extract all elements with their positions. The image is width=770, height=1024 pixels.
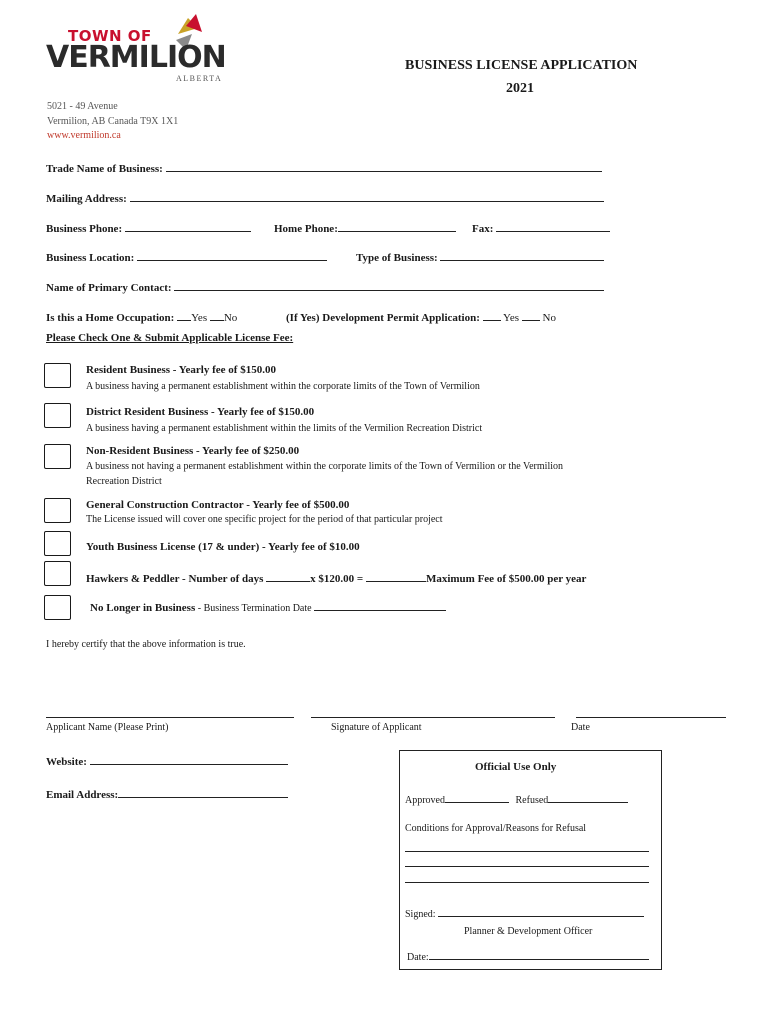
hawkers-peddler-title: Hawkers & Peddler - Number of days	[86, 573, 264, 585]
home-occupation-label: Is this a Home Occupation:	[46, 312, 175, 324]
hawkers-total-input[interactable]	[366, 571, 426, 582]
district-resident-checkbox[interactable]	[44, 403, 71, 428]
website-row	[46, 754, 288, 768]
fax-label: Fax:	[472, 223, 494, 235]
termination-date-input[interactable]	[314, 600, 446, 611]
hawkers-max: Maximum Fee of $500.00 per year	[425, 573, 587, 585]
home-phone-label: Home Phone:	[274, 223, 338, 235]
signed-input[interactable]	[438, 906, 644, 917]
approved-label: Approved	[405, 795, 445, 806]
home-occupation-no-input[interactable]	[210, 310, 224, 321]
logo-text-sub: ALBERTA	[176, 74, 223, 83]
conditions-line-3[interactable]	[405, 882, 649, 883]
construction-contractor-title: General Construction Contractor - Yearly fee of $500.00	[86, 499, 350, 511]
approved-input[interactable]	[445, 792, 509, 803]
construction-contractor-desc: The License issued will cover one specific project for the period of that particular project	[86, 514, 443, 525]
official-use-title: Official Use Only	[475, 761, 557, 773]
business-phone-row	[46, 221, 251, 235]
email-input[interactable]	[118, 787, 288, 798]
certify-statement: I hereby certify that the above information is true.	[46, 639, 246, 650]
youth-business-title: Youth Business License (17 & under) - Yearly fee of $10.00	[86, 541, 360, 553]
type-of-business-input[interactable]	[440, 250, 604, 261]
hawkers-peddler-row	[86, 571, 586, 585]
date-line[interactable]	[576, 717, 726, 718]
refused-input[interactable]	[548, 792, 628, 803]
website-link[interactable]: www.vermilion.ca	[47, 130, 121, 141]
dev-permit-no-label: No	[542, 312, 556, 324]
home-occupation-no-label: No	[223, 312, 238, 324]
trade-name-label: Trade Name of Business:	[46, 163, 163, 175]
district-resident-desc: A business having a permanent establishment within the limits of the Vermilion Recreation District	[86, 423, 483, 434]
official-date-row	[407, 949, 649, 963]
mailing-address-input[interactable]	[130, 191, 604, 202]
dev-permit-row	[286, 310, 556, 324]
non-resident-desc-2: Recreation District	[86, 476, 162, 487]
hawkers-days-input[interactable]	[266, 571, 310, 582]
trade-name-row	[46, 161, 602, 175]
officer-title: Planner & Development Officer	[464, 926, 593, 937]
email-row	[46, 787, 288, 801]
no-longer-business-title: No Longer in Business	[90, 602, 196, 614]
no-longer-business-checkbox[interactable]	[44, 595, 71, 620]
refused-label: Refused	[515, 795, 549, 806]
approved-row	[405, 792, 628, 806]
home-phone-input[interactable]	[338, 221, 456, 232]
primary-contact-input[interactable]	[174, 280, 604, 291]
no-longer-business-row	[90, 600, 446, 614]
termination-date-label: - Business Termination Date	[195, 603, 312, 614]
non-resident-title: Non-Resident Business - Yearly fee of $250.00	[86, 445, 300, 457]
conditions-line-1[interactable]	[405, 851, 649, 852]
resident-business-title: Resident Business - Yearly fee of $150.00	[86, 364, 276, 376]
email-label: Email Address:	[46, 789, 119, 801]
logo-text-main: VERMILION	[46, 40, 226, 75]
mailing-address-row	[46, 191, 604, 205]
address-line-1: 5021 - 49 Avenue	[47, 101, 118, 112]
logo-text-top: TOWN OF	[68, 27, 152, 45]
youth-business-checkbox[interactable]	[44, 531, 71, 556]
type-of-business-label: Type of Business:	[356, 252, 438, 264]
website-input[interactable]	[90, 754, 288, 765]
hawkers-peddler-checkbox[interactable]	[44, 561, 71, 586]
home-occupation-yes-label: Yes	[191, 312, 208, 324]
business-location-input[interactable]	[137, 250, 327, 261]
form-year: 2021	[506, 81, 534, 96]
dev-permit-yes-input[interactable]	[483, 310, 501, 321]
non-resident-desc: A business not having a permanent establishment within the corporate limits of the Town of Vermilion or the Vermilion	[86, 461, 564, 472]
home-occupation-yes-input[interactable]	[177, 310, 191, 321]
business-phone-label: Business Phone:	[46, 223, 123, 235]
mailing-address-label: Mailing Address:	[46, 193, 127, 205]
hawkers-rate: x $120.00 =	[310, 573, 364, 585]
type-of-business-row	[356, 250, 604, 264]
home-occupation-row	[46, 310, 237, 324]
conditions-line-2[interactable]	[405, 866, 649, 867]
business-location-label: Business Location:	[46, 252, 135, 264]
construction-contractor-checkbox[interactable]	[44, 498, 71, 523]
applicant-name-label: Applicant Name (Please Print)	[46, 722, 169, 733]
official-date-input[interactable]	[429, 949, 649, 960]
signed-label: Signed:	[405, 909, 436, 920]
trade-name-input[interactable]	[166, 161, 602, 172]
business-location-row	[46, 250, 327, 264]
primary-contact-row	[46, 280, 604, 294]
district-resident-title: District Resident Business - Yearly fee of $150.00	[86, 406, 315, 418]
town-logo	[46, 18, 226, 88]
primary-contact-label: Name of Primary Contact:	[46, 282, 172, 294]
resident-business-desc: A business having a permanent establishment within the corporate limits of the Town of Vermilion	[86, 381, 480, 392]
signature-label: Signature of Applicant	[331, 722, 422, 733]
address-line-2: Vermilion, AB Canada T9X 1X1	[47, 116, 179, 127]
form-title: BUSINESS LICENSE APPLICATION	[405, 58, 638, 73]
website-label: Website:	[46, 756, 87, 768]
official-date-label: Date:	[407, 952, 429, 963]
business-phone-input[interactable]	[125, 221, 251, 232]
conditions-label: Conditions for Approval/Reasons for Refusal	[405, 823, 587, 834]
resident-business-checkbox[interactable]	[44, 363, 71, 388]
dev-permit-yes-label: Yes	[503, 312, 520, 324]
date-label: Date	[571, 722, 590, 733]
fax-input[interactable]	[496, 221, 610, 232]
signature-line[interactable]	[311, 717, 555, 718]
instructions: Please Check One & Submit Applicable License Fee:	[46, 332, 294, 344]
applicant-name-line[interactable]	[46, 717, 294, 718]
official-use-box	[399, 750, 662, 970]
signed-row	[405, 906, 644, 920]
non-resident-checkbox[interactable]	[44, 444, 71, 469]
fax-row	[472, 221, 610, 235]
home-phone-row	[274, 221, 456, 235]
dev-permit-no-input[interactable]	[522, 310, 540, 321]
dev-permit-label: (If Yes) Development Permit Application:	[286, 312, 480, 324]
